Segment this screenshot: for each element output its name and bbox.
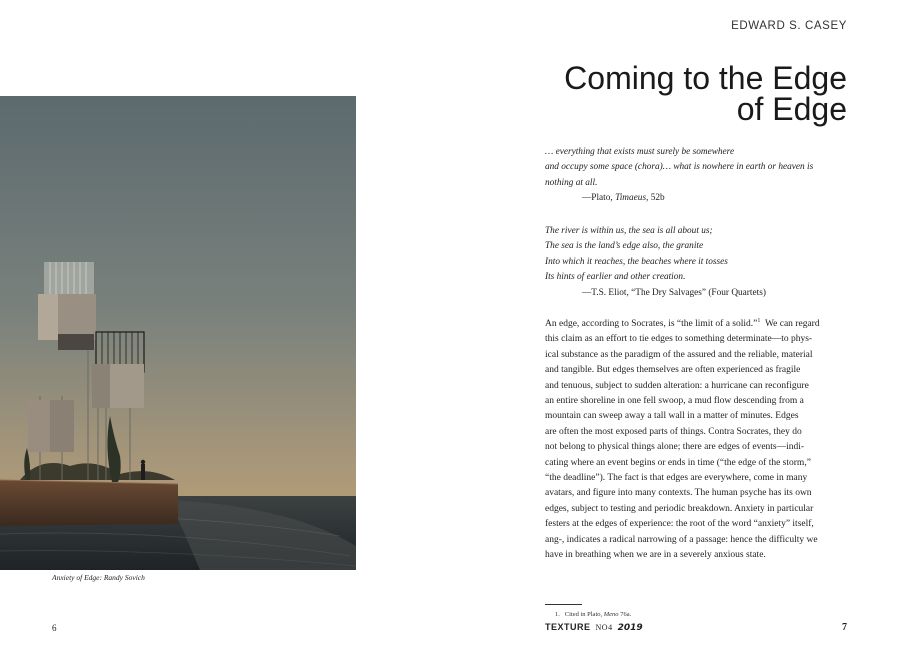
page-number-right: 7: [842, 622, 847, 633]
body-line: ical substance as the paradigm of the assured and the reliable, material: [545, 349, 813, 360]
epigraph-attribution: —Plato, Timaeus, 52b: [582, 193, 665, 204]
body-line: and tenuous, subject to sudden alteration: a hurricane can reconfigure: [545, 380, 809, 391]
title-line: Coming to the Edge: [564, 60, 847, 96]
body-line: cating where an event begins or ends in time (“the edge of the storm,”: [545, 457, 811, 468]
body-line: avatars, and figure into many contexts. The human psyche has its own: [545, 488, 812, 499]
figure: [141, 464, 145, 480]
epigraph-plato: [545, 145, 813, 207]
body-line: edges, subject to testing and periodic breakdown. Anxiety in particular: [545, 503, 814, 514]
platform: [0, 480, 178, 526]
epigraph-line: and occupy some space (chora)… what is nowhere in earth or heaven is: [545, 162, 814, 173]
title-line: of Edge: [736, 91, 847, 127]
journal-issue: NO4: [595, 623, 613, 632]
body-line: festers at the edges of experience: the root of the word “anxiety” itself,: [545, 519, 814, 530]
artwork-caption: Anxiety of Edge: Randy Sovich: [52, 573, 145, 582]
artwork-image: [0, 96, 356, 570]
body-paragraph: [545, 317, 850, 564]
body-line: An edge, according to Socrates, is “the limit of a solid.”$^1$ We can regard: [545, 318, 820, 329]
epigraph-line: Its hints of earlier and other creation.: [545, 272, 686, 283]
journal-footer: [545, 622, 643, 633]
epigraph-line: … everything that exists must surely be somewhere: [545, 147, 735, 157]
body-line: ang-, indicates a radical narrowing of a passage: hence the difficulty we: [545, 534, 818, 545]
footnote: 1. Cited in Plato, Meno 76a.: [555, 611, 632, 618]
journal-logo: TEXTURE: [545, 622, 591, 632]
body-line: mountain can sweep away a tall wall in a matter of minutes. Edges: [545, 411, 799, 422]
body-line: and tangible. But edges themselves are often experienced as fragile: [545, 365, 801, 376]
body-line: not belong to physical things alone; there are edges of events—indi-: [545, 442, 805, 453]
epigraph-line: nothing at all.: [545, 177, 598, 188]
body-line: are often the most exposed parts of things. Contra Socrates, they do: [545, 426, 802, 437]
epigraph-attribution: —T.S. Eliot, “The Dry Salvages” (Four Quartets): [582, 287, 766, 298]
body-line: “the deadline”). The fact is that edges are everywhere, come in many: [545, 473, 808, 484]
epigraph-line: Into which it reaches, the beaches where it tosses: [545, 256, 728, 267]
page-number-left: 6: [52, 623, 57, 633]
journal-year: 2019: [617, 623, 643, 633]
body-line: this claim as an effort to tie edges to something determinate—to phys-: [545, 334, 813, 345]
body-line: have in breathing when we are in a severely anxious state.: [545, 550, 766, 561]
author-name: EDWARD S. CASEY: [731, 20, 847, 32]
epigraph-eliot: [545, 224, 766, 301]
body-line: an entire shoreline in one fell swoop, a mud flow descending from a: [545, 396, 804, 407]
footnote-marker[interactable]: 1: [757, 318, 761, 324]
footnote-divider: [545, 604, 582, 605]
epigraph-line: The river is within us, the sea is all about us;: [545, 226, 713, 236]
epigraph-line: The sea is the land’s edge also, the granite: [545, 241, 704, 252]
article-title: [517, 60, 847, 127]
